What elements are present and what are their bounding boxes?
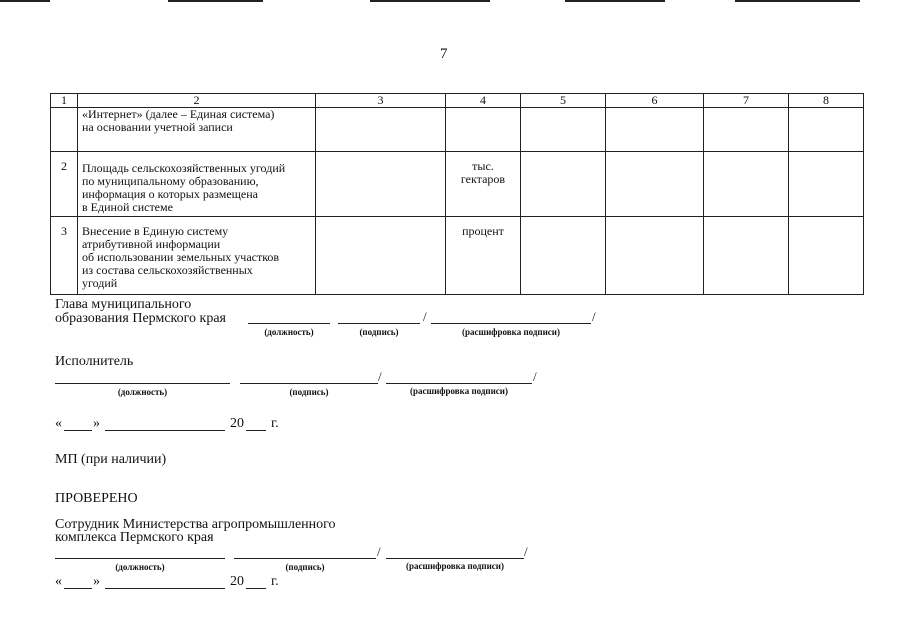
scan-edge-mark — [735, 0, 860, 2]
slash-separator: / — [377, 544, 381, 559]
ministry-title-line1: Сотрудник Министерства агропромышленного — [55, 517, 336, 532]
scan-edge-mark — [370, 0, 490, 2]
column-header: 7 — [704, 94, 789, 108]
table-cell — [789, 217, 864, 295]
page-number: 7 — [440, 46, 448, 62]
table-cell — [789, 108, 864, 152]
column-header: 3 — [316, 94, 446, 108]
column-header: 6 — [606, 94, 704, 108]
date-open-quote: « — [55, 416, 62, 431]
caption-signature: (подпись) — [359, 327, 399, 337]
caption-decoding: (расшифровка подписи) — [410, 386, 508, 396]
table-cell — [606, 152, 704, 217]
table-header-row — [51, 94, 864, 108]
date-day-line[interactable] — [64, 430, 92, 431]
head-position-line[interactable] — [248, 323, 330, 324]
row-unit — [446, 108, 521, 152]
checked-label: ПРОВЕРЕНО — [55, 491, 138, 506]
row-unit: процент — [446, 217, 521, 295]
date-year-prefix: 20 — [230, 574, 244, 589]
date-month-line[interactable] — [105, 588, 225, 589]
ministry-position-line[interactable] — [55, 558, 225, 559]
row-number: 3 — [51, 217, 78, 295]
head-signature-line[interactable] — [338, 323, 420, 324]
row-indicator: «Интернет» (далее – Единая система) на основании учетной записи — [78, 108, 316, 152]
head-decoding-line[interactable] — [431, 323, 591, 324]
date-month-line[interactable] — [105, 430, 225, 431]
table-cell — [789, 152, 864, 217]
table-cell — [521, 217, 606, 295]
date-year-prefix: 20 — [230, 416, 244, 431]
slash-separator: / — [378, 369, 382, 384]
slash-separator: / — [423, 309, 427, 324]
table-row — [51, 108, 864, 152]
table-row — [51, 217, 864, 295]
date-year-line[interactable] — [246, 430, 266, 431]
slash-separator: / — [524, 544, 528, 559]
stamp-label: МП (при наличии) — [55, 452, 167, 467]
row-unit: тыс. гектаров — [446, 152, 521, 217]
ministry-title-line2: комплекса Пермского края — [55, 530, 214, 545]
scan-edge-mark — [168, 0, 263, 2]
table-cell — [606, 108, 704, 152]
scan-edge-mark — [0, 0, 50, 2]
executor-decoding-line[interactable] — [386, 383, 532, 384]
slash-separator: / — [592, 309, 596, 324]
column-header: 5 — [521, 94, 606, 108]
date-day-line[interactable] — [64, 588, 92, 589]
row-number — [51, 108, 78, 152]
caption-position: (должность) — [115, 562, 165, 572]
date-year-suffix: г. — [271, 416, 279, 431]
date-year-suffix: г. — [271, 574, 279, 589]
row-number: 2 — [51, 152, 78, 217]
executor-signature-line[interactable] — [240, 383, 378, 384]
ministry-signature-line[interactable] — [234, 558, 376, 559]
table-cell — [704, 108, 789, 152]
caption-decoding: (расшифровка подписи) — [406, 561, 504, 571]
table-cell — [316, 217, 446, 295]
head-title-line2: образования Пермского края — [55, 311, 226, 326]
column-header: 4 — [446, 94, 521, 108]
slash-separator: / — [533, 369, 537, 384]
column-header: 2 — [78, 94, 316, 108]
table-cell — [704, 152, 789, 217]
caption-decoding: (расшифровка подписи) — [462, 327, 560, 337]
data-table — [50, 93, 864, 295]
table-cell — [521, 108, 606, 152]
date-open-quote: « — [55, 574, 62, 589]
column-header: 8 — [789, 94, 864, 108]
caption-signature: (подпись) — [285, 562, 325, 572]
date-close-quote: » — [93, 416, 100, 431]
table-row — [51, 152, 864, 217]
date-close-quote: » — [93, 574, 100, 589]
head-title-line1: Глава муниципального — [55, 297, 192, 312]
scan-edge-mark — [565, 0, 665, 2]
row-indicator: Площадь сельскохозяйственных угодий по муниципальному образованию, информация о которых размещена в Единой системе — [78, 152, 316, 217]
table-cell — [521, 152, 606, 217]
row-indicator: Внесение в Единую систему атрибутивной информации об использовании земельных участков из состава сельскохозяйственных угодий — [78, 217, 316, 295]
caption-position: (должность) — [117, 387, 168, 397]
caption-position: (должность) — [264, 327, 314, 337]
date-year-line[interactable] — [246, 588, 266, 589]
caption-signature: (подпись) — [289, 387, 329, 397]
column-header: 1 — [51, 94, 78, 108]
ministry-decoding-line[interactable] — [386, 558, 524, 559]
table-cell — [316, 152, 446, 217]
executor-title: Исполнитель — [55, 354, 134, 369]
table-cell — [316, 108, 446, 152]
table-cell — [704, 217, 789, 295]
executor-position-line[interactable] — [55, 383, 230, 384]
table-cell — [606, 217, 704, 295]
